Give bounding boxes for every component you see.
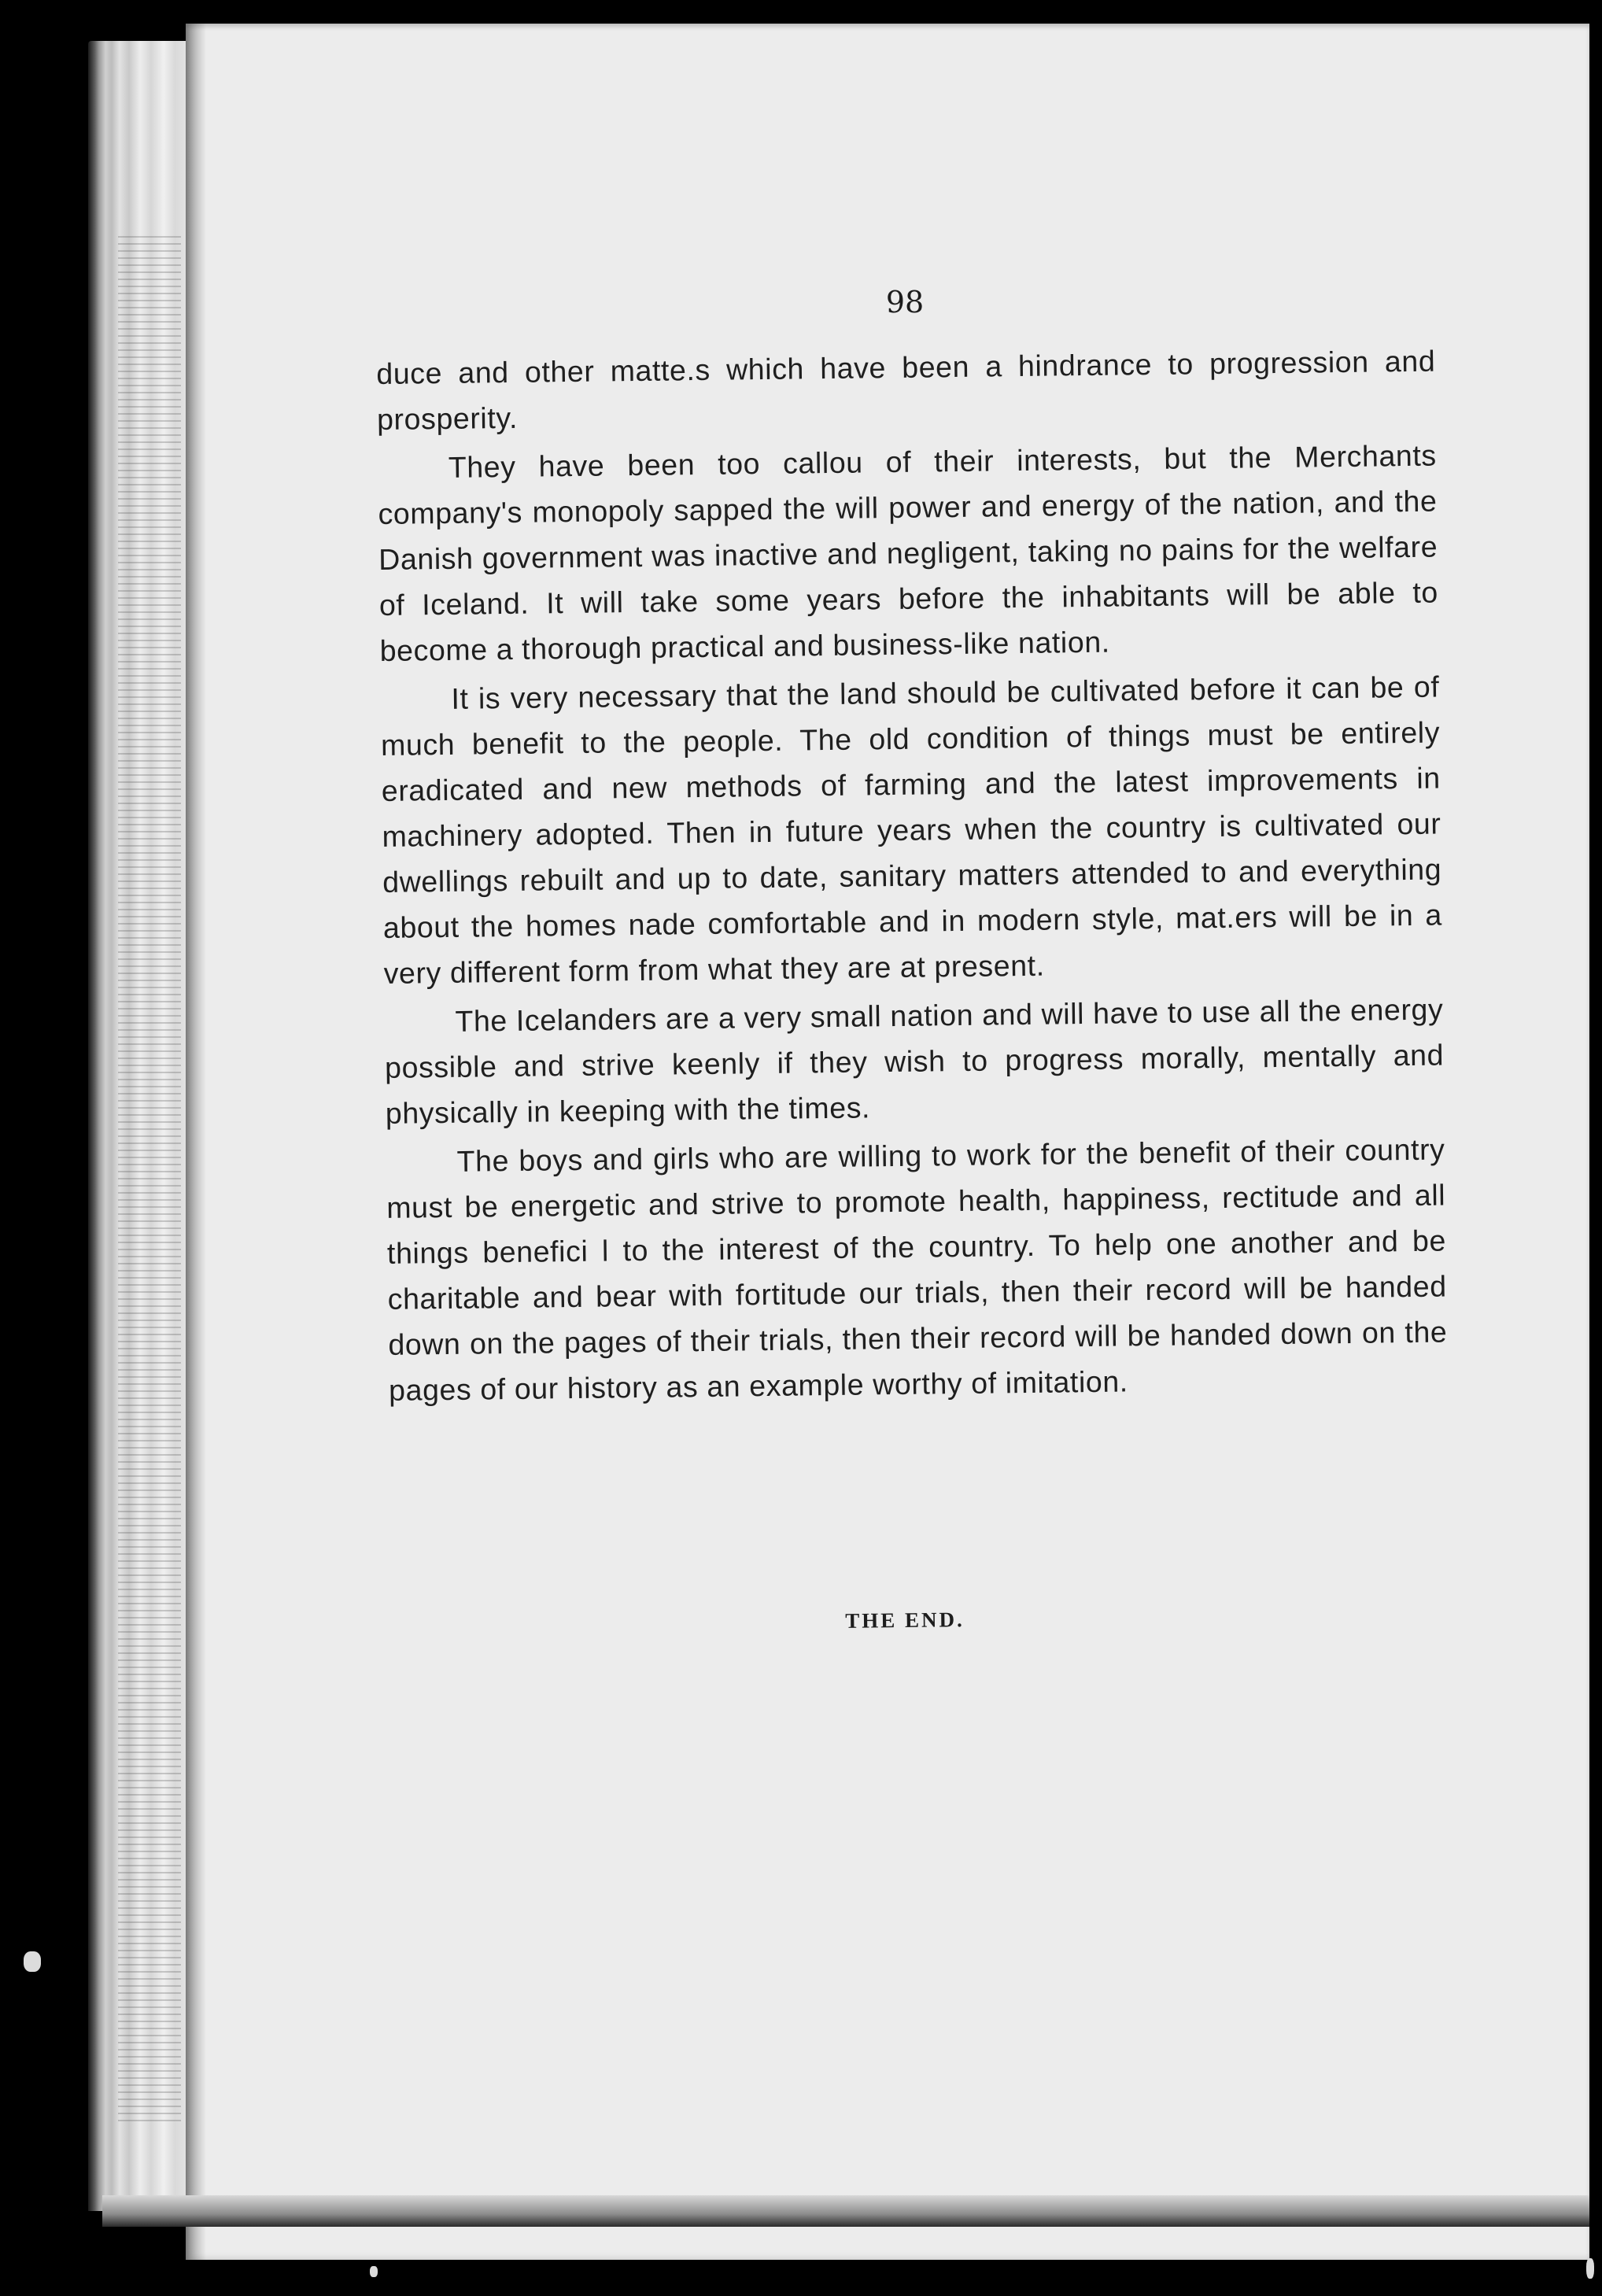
paragraph: The boys and girls who are willing to work for the benefit of their country must be energetic and strive to promote health, happiness, rectitude and all things benefici l to the interest of the country. To help one another and be charitable and bear with fortitude our trials, then their record will be handed down on the pages of their trials, then their record will be handed down on the pages of our history as an example worthy of imitation. [386,1132,1448,1407]
scan-speck [1586,2258,1594,2279]
closing-line: THE END. [845,1608,965,1633]
paragraph: They have been too callou of their interests, but the Merchants company's monopoly sapped the will power and energy of the nation, and the Danish government was inactive and negligent, taking no pains for the welfare of Iceland. It will take some years before the inhabitants will be able to become a thorough practical and business-like nation. [378,438,1439,667]
scan-speck [370,2266,378,2277]
page-number: 98 [885,285,925,319]
body-text [376,338,1448,1416]
paragraph: It is very necessary that the land should be cultivated before it can be of much benefit to the people. The old condition of things must be entirely eradicated and new methods of farming and the latest improvements in machinery adopted. Then in future years when the country is cultivated our dwellings rebuilt and up to date, sanitary matters attended to and everything about the homes nade comfortable and in modern style, mat.ers will be in a very different form from what they are at present. [380,670,1443,990]
paragraph: The Icelanders are a very small nation and will have to use all the energy possible and strive keenly if they wish to progress morally, mentally and physically in keeping with the times. [384,992,1445,1130]
page-edge-texture [118,236,181,2124]
gutter-shadow [186,24,206,2260]
scan-speck [24,1951,41,1972]
paragraph: duce and other matte.s which have been a hindrance to progression and prosperity. [376,344,1436,436]
page-bottom-edge [102,2195,1589,2227]
